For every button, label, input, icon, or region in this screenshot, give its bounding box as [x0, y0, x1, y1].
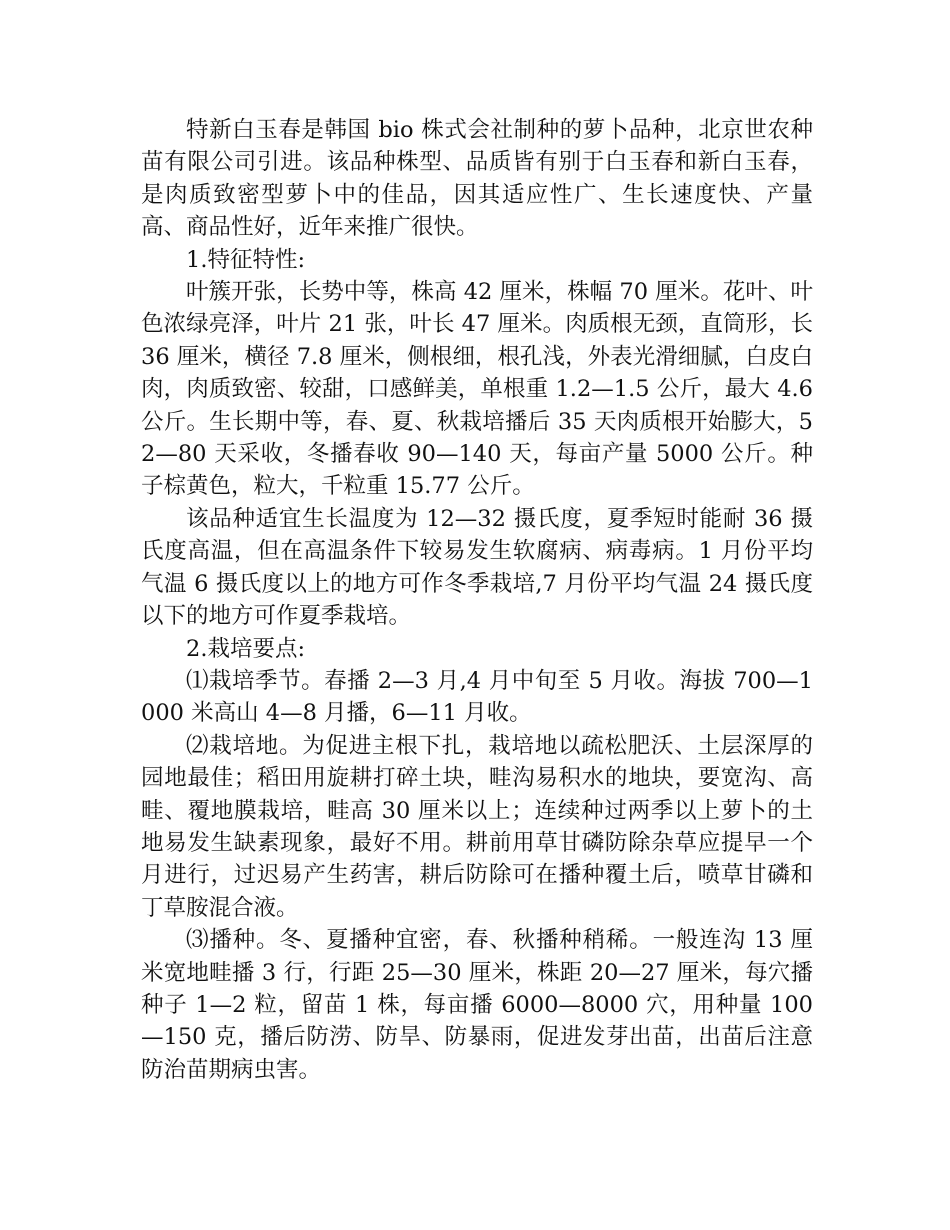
cultivation-season-paragraph: ⑴栽培季节。春播 2—3 月,4 月中旬至 5 月收。海拔 700—1000 米高山 4—8 月播，6—11 月收。 — [141, 667, 813, 727]
section-heading-cultivation: 2.栽培要点: — [186, 635, 306, 662]
section-heading-characteristics: 1.特征特性: — [186, 246, 306, 273]
sowing-paragraph: ⑶播种。冬、夏播种宜密，春、秋播种稍稀。一般连沟 13 厘米宽地畦播 3 行，行距 25—30 厘米，株距 20—27 厘米，每穴播种子 1—2 粒，留苗 1 株，每亩播 6000—8000 穴，用种量 100—150 克，播后防涝、防旱、防暴雨，促进发芽出苗，出苗后注意防治苗期病虫害。 — [141, 927, 813, 1083]
characteristics-paragraph: 叶簇开张，长势中等，株高 42 厘米，株幅 70 厘米。花叶、叶色浓绿亮泽，叶片 21 张，叶长 47 厘米。肉质根无颈，直筒形，长 36 厘米，横径 7.8 厘米，侧根细，根孔浅，外表光滑细腻，白皮白肉，肉质致密、较甜，口感鲜美，单根重 1.2—1.5 公斤，最大 4.6 公斤。生长期中等，春、夏、秋栽培播后 35 天肉质根开始膨大，52—80 天采收，冬播春收 90—140 天，每亩产量 5000 公斤。种子棕黄色，粒大，千粒重 15.77 公斤。 — [141, 279, 813, 500]
intro-paragraph: 特新白玉春是韩国 bio 株式会社制种的萝卜品种，北京世农种苗有限公司引进。该品种株型、品质皆有别于白玉春和新白玉春，是肉质致密型萝卜中的佳品，因其适应性广、生长速度快、产量高、商品性好，近年来推广很快。 — [141, 117, 813, 241]
temperature-paragraph: 该品种适宜生长温度为 12—32 摄氏度，夏季短时能耐 36 摄氏度高温，但在高温条件下较易发生软腐病、病毒病。1 月份平均气温 6 摄氏度以上的地方可作冬季栽培,7 月份平均气温 24 摄氏度以下的地方可作夏季栽培。 — [141, 505, 813, 630]
cultivation-land-paragraph: ⑵栽培地。为促进主根下扎，栽培地以疏松肥沃、土层深厚的园地最佳；稻田用旋耕打碎土块，畦沟易积水的地块，要宽沟、高畦、覆地膜栽培，畦高 30 厘米以上；连续种过两季以上萝卜的土地易发生缺素现象，最好不用。耕前用草甘磷防除杂草应提早一个月进行，过迟易产生药害，耕后防除可在播种覆土后，喷草甘磷和丁草胺混合液。 — [141, 732, 813, 921]
article-body — [141, 114, 813, 1086]
